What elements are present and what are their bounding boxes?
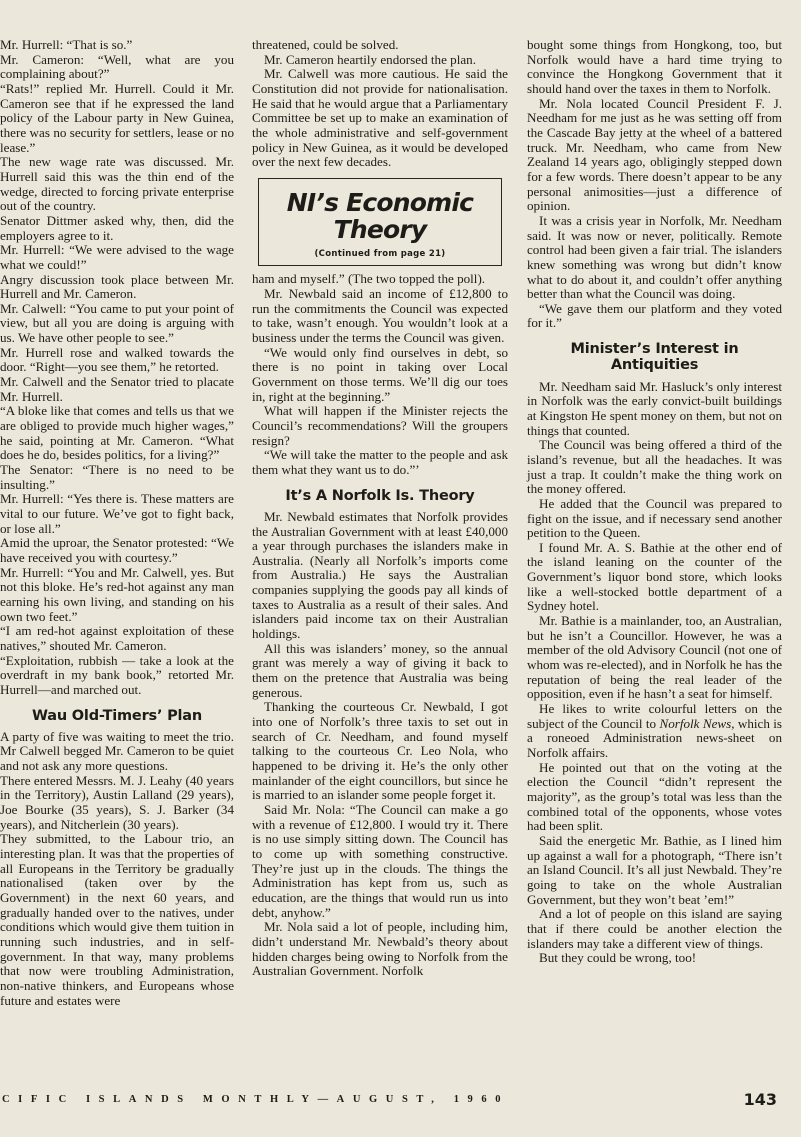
publication-footer: CIFIC ISLANDS MONTHLY—AUGUST, 1960 (2, 1094, 510, 1105)
paragraph: It was a crisis year in Norfolk, Mr. Needham said. It was now or never, politically. Remote control had been given a fair trial. The islanders knew something was wrong but didn’t know what to do about it, and couldn’t offer anything better than what the Council was doing. (527, 212, 782, 302)
text-run: He likes to write colourful letters on the subject of the Council to (527, 701, 782, 731)
publication-name: Norfolk News (659, 715, 732, 731)
paragraph: Thanking the courteous Cr. Newbald, I got into one of Norfolk’s three taxis to set out in search of Cr. Needham, and found myself talking to the courteous Cr. Leo Nola, who happened to be driving it. He’s the only other mainlander of the eight councillors, but since he is married to an islander some people forget it. (252, 699, 508, 803)
paragraph: Mr. Hurrell: “You and Mr. Calwell, yes. But not this bloke. He’s red-hot against any man earning his own living, and standing on his own two feet.” (0, 564, 234, 624)
paragraph: “Exploitation, rubbish — take a look at the overdraft in my bank book,” retorted Mr. Hurrell—and marched out. (0, 652, 234, 697)
paragraph: A party of five was waiting to meet the trio. Mr Calwell begged Mr. Cameron to be quiet and not ask any more questions. (0, 728, 234, 774)
paragraph: There entered Messrs. M. J. Leahy (40 years in the Territory), Austin Lalland (29 years), Joe Bourke (35 years), S. J. Barker (34 years), and Nitcherlein (30 years). (0, 772, 234, 832)
paragraph: “We would only find ourselves in debt, so there is no point in taking over Local Government on those terms. We’ll dig our toes in, right at the beginning.” (252, 344, 508, 404)
paragraph: “We will take the matter to the people and ask them what they want us to do.”’ (252, 447, 508, 477)
paragraph: threatened, could be solved. (252, 37, 399, 52)
paragraph: Amid the uproar, the Senator protested: “We have received you with courtesy.” (0, 535, 234, 565)
section-heading-antiquities: Minister’s Interest in Antiquities (570, 341, 739, 374)
paragraph: Said the energetic Mr. Bathie, as I lined him up against a wall for a photograph, “There isn’t an Island Council. It’s all just Newbald. They’re going to take on the whole Australian Government, but they won’t beat ’em!” (527, 832, 782, 907)
paragraph: “I am red-hot against exploitation of these natives,” shouted Mr. Cameron. (0, 623, 234, 653)
paragraph: He added that the Council was prepared to fight on the issue, and if necessary send another petition to the Queen. (527, 495, 782, 541)
paragraph: The Council was being offered a third of the island’s revenue, but all the headaches. It was just a trap. It couldn’t make the thing work on the money offered. (527, 437, 782, 497)
paragraph: All this was islanders’ money, so the annual grant was merely a way of giving it back to them on the pretence that Australia was being generous. (252, 640, 508, 700)
paragraph: Mr. Bathie is a mainlander, too, an Australian, but he isn’t a Councillor. However, he was a member of the old Advisory Council (not one of whom was re-elected), and in Norfolk he has the reputation of being the real leader of the opposition, even if he hasn’t a seat for himself. (527, 613, 782, 702)
paragraph: Mr. Hurrell: “That is so.” (0, 37, 133, 52)
paragraph: Mr. Needham said Mr. Hasluck’s only interest in Norfolk was the early convict-built buildings at Kingston He spent money on them, but not on things that counted. (527, 378, 782, 438)
column-left (0, 38, 234, 1008)
page-footer (0, 1090, 801, 1120)
section-heading-norfolk-theory: It’s A Norfolk Is. Theory (285, 487, 475, 504)
column-middle (252, 38, 508, 979)
paragraph: Mr. Cameron: “Well, what are you complaining about?” (0, 51, 234, 82)
column-right (527, 38, 782, 966)
paragraph: The Senator: “There is no need to be insulting.” (0, 462, 234, 492)
paragraph: Mr. Calwell was more cautious. He said the Constitution did not provide for nationalisation. He said that he would argue that a Parliamentary Committee be set up to make an examination of the whole administrative and self-government policy in New Guinea, as it would be developed over the next few decades. (252, 66, 508, 170)
paragraph: They submitted, to the Labour trio, an interesting plan. It was that the properties of all Europeans in the Territory be gradually nationalised (taken over by the Government) in the next 60 years, and gradually handed over to the natives, under conditions which would give them tuition in running such industries, and in self-government. In that way, many problems that now were troubling Administration, non-native thinkers, and Europeans whose future and estates were (0, 831, 234, 1008)
paragraph: “Rats!” replied Mr. Hurrell. Could it Mr. Cameron see that if he expressed the land policy of the Labour party in New Guinea, there was no security for settlers, lease or no lease.” (0, 80, 234, 155)
paragraph: bought some things from Hongkong, too, but Norfolk would have a hard time trying to convince the Hongkong Government that it should hand over the taxes in them to Norfolk. (527, 37, 782, 96)
paragraph: What will happen if the Minister rejects the Council’s recommendations? Will the groupers resign? (252, 403, 508, 448)
text-run: , which is a roneoed Administration news-sheet on Norfolk affairs. (527, 715, 782, 760)
section-heading-wau: Wau Old-Timers’ Plan (31, 707, 203, 724)
page-number: 143 (743, 1090, 777, 1109)
paragraph: I found Mr. A. S. Bathie at the other end of the island leaning on the counter of the Government’s liquor bond store, which looks like a well-stocked bottle department of a Sydney hotel. (527, 539, 782, 614)
paragraph: The new wage rate was discussed. Mr. Hurrell said this was the thin end of the wedge, directed to forcing private enterprise out of the country. (0, 154, 234, 214)
paragraph: He pointed out that on the voting at the election the Council “didn’t represent the majority”, as the group’s total was less than the combined total of the opponents, whose votes had been split. (527, 759, 782, 834)
paragraph: And a lot of people on this island are saying that if there could be another election the islanders may take a different view of things. (527, 906, 782, 951)
continued-note: (Continued from page 21) (314, 248, 446, 259)
paragraph: ham and myself.” (The two topped the poll). (252, 271, 486, 287)
paragraph: Mr. Calwell: “You came to put your point of view, but all you are doing is arguing with us. We have other people to see.” (0, 300, 234, 346)
paragraph: Angry discussion took place between Mr. Hurrell and Mr. Cameron. (0, 271, 234, 302)
paragraph: Mr. Newbald estimates that Norfolk provides the Australian Government with at least £40,000 a year through purchases the islanders make in Australia. (Nearly all Norfolk’s imports come from Australia.) He says the Australian companies supplying the goods pay all kinds of taxes to Australia as a result of their sales. And islanders paid income tax on their Australian holdings. (252, 508, 508, 642)
paragraph: Mr. Nola located Council President F. J. Needham for me just as he was setting off from the Cascade Bay jetty at the wheel of a battered truck. Mr. Needham, who came from New Zealand 14 years ago, obligingly stepped down for a few words. There doesn’t appear to be any personal animosities—just a difference of opinion. (527, 95, 782, 214)
continued-article-box (258, 178, 502, 267)
paragraph: Said Mr. Nola: “The Council can make a go with a revenue of £12,800. I would try it. There is no use simply sitting down. The Council has to come up with something constructive. They’re just up in the clouds. The things the Administration has kept from us, such as education, are the things that would run us into debt, anyhow.” (252, 801, 508, 920)
paragraph: Mr. Hurrell: “We were advised to the wage what we could!” (0, 242, 234, 272)
paragraph (527, 702, 782, 761)
paragraph: Senator Dittmer asked why, then, did the employers agree to it. (0, 212, 234, 243)
paragraph: Mr. Hurrell rose and walked towards the door. “Right—you see them,” he retorted. (0, 344, 234, 375)
paragraph: Mr. Newbald said an income of £12,800 to run the commitments the Council was expected to take, wasn’t enough. You wouldn’t look at a business under the terms the Council was given. (252, 286, 508, 346)
article-title: NI’s Economic Theory (286, 187, 474, 245)
paragraph: “A bloke like that comes and tells us that we are obliged to provide much higher wages,” he said, pointing at Mr. Cameron. “What does he do, besides politics, for a living?” (0, 403, 234, 463)
paragraph: “We gave them our platform and they voted for it.” (527, 300, 782, 331)
paragraph: Mr. Hurrell: “Yes there is. These matters are vital to our future. We’ve got to fight back, or lose all.” (0, 491, 234, 536)
paragraph: Mr. Cameron heartily endorsed the plan. (264, 51, 476, 67)
paragraph: Mr. Nola said a lot of people, including him, didn’t understand Mr. Newbald’s theory about hidden charges being owing to Norfolk from the Australian Government. Norfolk (252, 919, 508, 979)
paragraph: But they could be wrong, too! (539, 950, 697, 966)
paragraph: Mr. Calwell and the Senator tried to placate Mr. Hurrell. (0, 374, 234, 404)
